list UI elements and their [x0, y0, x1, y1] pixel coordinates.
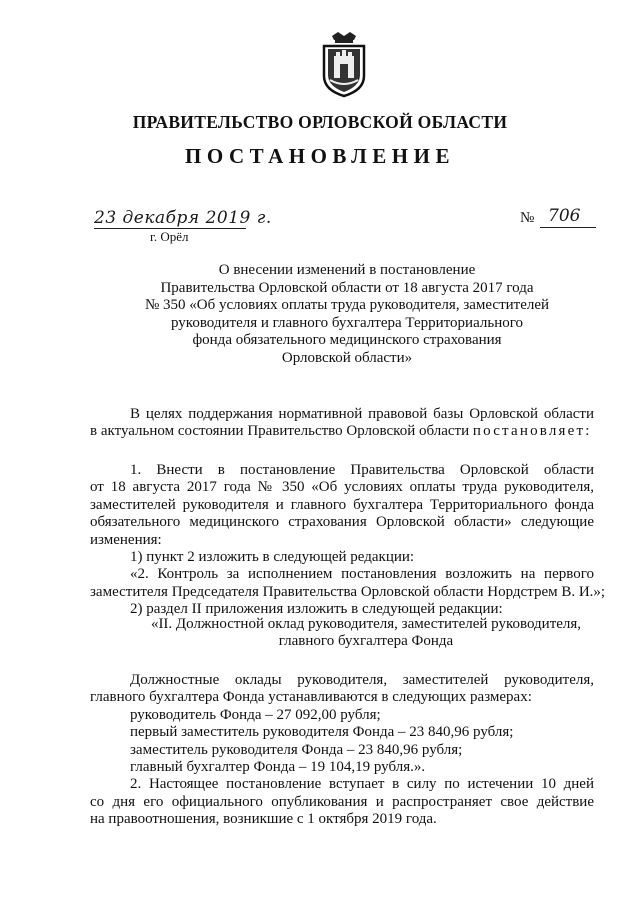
salary-item: руководитель Фонда – 27 092,00 рубля; [130, 706, 381, 723]
paragraph-line: В целях поддержания нормативной правовой базы Орловской области [130, 406, 594, 422]
title-line: Орловской области» [281, 349, 413, 366]
handwritten-number: 706 [548, 206, 581, 226]
salary-item: первый заместитель руководителя Фонда – 23 840,96 рубля; [130, 724, 514, 741]
title-line: № 350 «Об условиях оплаты труда руководителя, заместителей [144, 297, 550, 314]
paragraph-line [90, 423, 594, 440]
paragraph-line: со дня его официального опубликования и распространяет свое действие [90, 793, 594, 810]
paragraph-line: заместителей руководителя и главного бухгалтера Территориального фонда [90, 496, 594, 513]
salary-item: главный бухгалтер Фонда – 19 104,19 рубля.». [130, 758, 426, 775]
paragraph-line: Должностные оклады руководителя, заместителей руководителя, [130, 672, 594, 688]
organization-name: ПРАВИТЕЛЬСТВО ОРЛОВСКОЙ ОБЛАСТИ [132, 112, 508, 132]
paragraph-line: от 18 августа 2017 года № 350 «Об условиях оплаты труда руководителя, [90, 479, 594, 496]
paragraph-line: 2) раздел II приложения изложить в следующей редакции: [130, 601, 503, 618]
document-title [100, 262, 594, 368]
number-label: № [520, 210, 535, 226]
preamble-text: в актуальном состоянии Правительство Орловской области [90, 423, 470, 440]
section-heading-line: «II. Должностной оклад руководителя, заместителей руководителя, [150, 616, 582, 632]
paragraph-line: изменения: [90, 531, 162, 548]
title-line: руководителя и главного бухгалтера Территориального [170, 314, 524, 331]
decree-keyword: постановляет: [472, 423, 592, 440]
paragraph-line: 2. Настоящее постановление вступает в силу по истечении 10 дней [130, 776, 594, 793]
paragraph-line: 1) пункт 2 изложить в следующей редакции: [130, 548, 415, 565]
section-heading [146, 616, 586, 651]
paragraph-line: обязательного медицинского страхования Орловской области» следующие [90, 514, 594, 531]
title-line: О внесении изменений в постановление [218, 262, 476, 278]
city-label: г. Орёл [150, 229, 189, 244]
coat-of-arms-emblem [318, 30, 370, 98]
paragraph-line: «2. Контроль за исполнением постановления возложить на первого [130, 566, 594, 583]
paragraph-line: 1. Внести в постановление Правительства Орловской области [130, 462, 594, 478]
salary-section [90, 672, 594, 829]
section-heading-line: главного бухгалтера Фонда [278, 633, 454, 650]
preamble-paragraph [90, 406, 594, 441]
paragraph-line: главного бухгалтера Фонда устанавливаются в следующих размерах: [90, 689, 532, 706]
salary-item: заместитель руководителя Фонда – 23 840,96 рубля; [130, 741, 463, 758]
decree-body [90, 462, 606, 619]
document-type: ПОСТАНОВЛЕНИЕ [185, 144, 455, 168]
number-underline [540, 227, 596, 228]
title-line: фонда обязательного медицинского страхования [192, 332, 502, 349]
paragraph-line: заместителя Председателя Правительства Орловской области Нордстрем В. И.»; [90, 583, 606, 600]
title-line: Правительства Орловской области от 18 августа 2017 года [160, 279, 534, 296]
handwritten-date: 23 декабря 2019 г. [94, 208, 272, 228]
paragraph-line: на правоотношения, возникшие с 1 октября 2019 года. [90, 811, 437, 828]
